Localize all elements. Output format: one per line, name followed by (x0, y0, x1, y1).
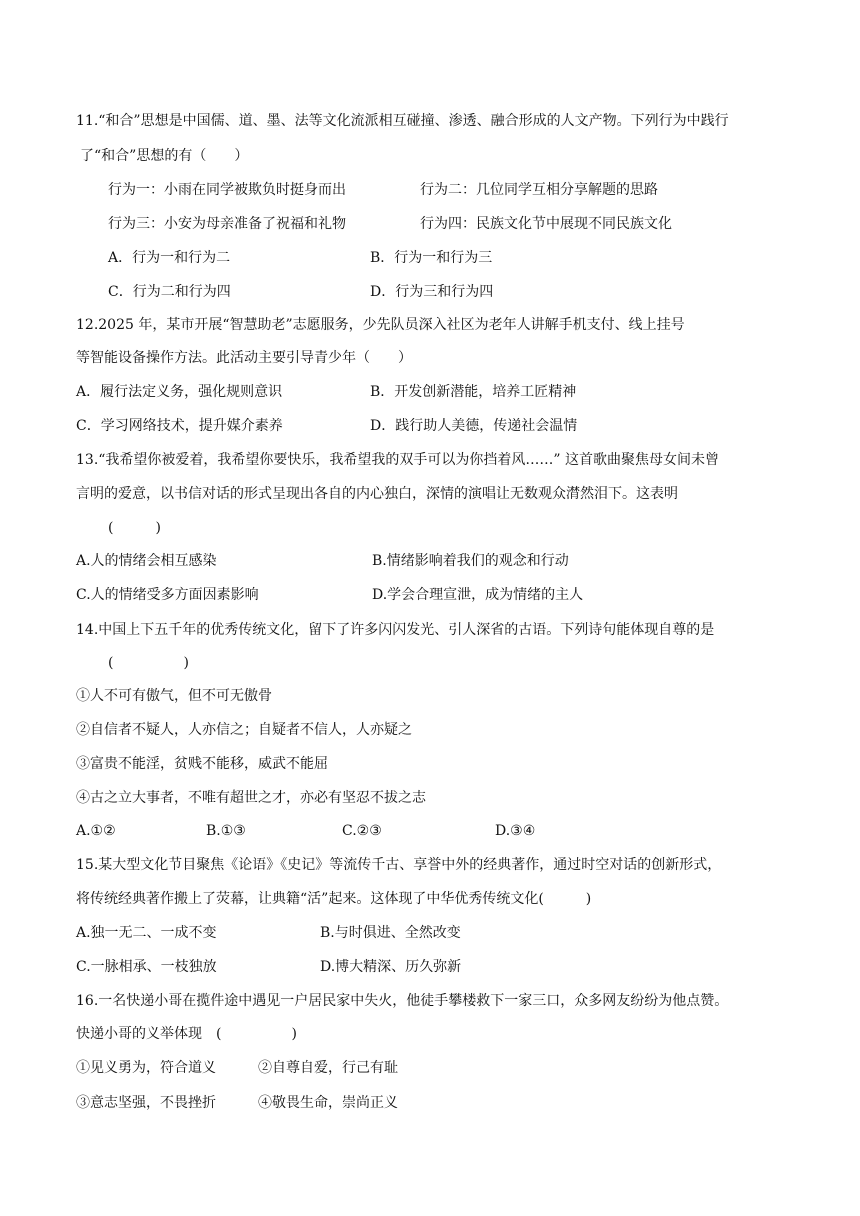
q16-item-4: ④敬畏生命，崇尚正义 (258, 1095, 398, 1111)
q14-option-a: A.①② (76, 823, 116, 839)
q12-option-c: C．学习网络技术，提升媒介素养 (76, 418, 283, 434)
q15-option-d: D.博大精深、历久弥新 (320, 959, 462, 975)
q14-item-3: ③富贵不能淫，贫贱不能移，威武不能屈 (76, 756, 328, 772)
q13-stem-line2: 言明的爱意，以书信对话的形式呈现出各自的内心独白，深情的演唱让无数观众潸然泪下。这表明 (76, 486, 678, 502)
q14-stem-line1: 14.中国上下五千年的优秀传统文化，留下了许多闪闪发光、引人深省的古语。下列诗句能体现自尊的是 (76, 622, 715, 638)
q11-option-a: A．行为一和行为二 (108, 250, 231, 266)
q14-option-c: C.②③ (342, 823, 382, 839)
q12-stem-line2: 等智能设备操作方法。此活动主要引导青少年（ ） (76, 350, 412, 366)
q11-behavior-2: 行为二：几位同学互相分享解题的思路 (420, 182, 658, 198)
q15-stem-line1: 15.某大型文化节目聚焦《论语》《史记》等流传千古、享誉中外的经典著作，通过时空对话的创新形式， (76, 857, 722, 873)
q15-option-b: B.与时俱进、全然改变 (320, 925, 461, 941)
q14-item-4: ④古之立大事者，不唯有超世之才，亦必有坚忍不拔之志 (76, 790, 426, 806)
q12-stem-line1: 12.2025 年，某市开展“智慧助老”志愿服务，少先队员深入社区为老年人讲解手机支付、线上挂号 (76, 317, 685, 333)
q12-option-a: A．履行法定义务，强化规则意识 (76, 384, 283, 400)
q12-option-b: B．开发创新潜能，培养工匠精神 (370, 384, 577, 400)
q14-stem-line2: ( ) (108, 655, 189, 671)
q11-behavior-3: 行为三：小安为母亲准备了祝福和礼物 (108, 216, 346, 232)
q13-stem-line3: ( ) (108, 520, 161, 536)
q11-option-b: B．行为一和行为三 (370, 250, 493, 266)
q11-stem-line2: 了“和合”思想的有（ ） (80, 148, 249, 164)
q16-item-2: ②自尊自爱，行己有耻 (258, 1060, 398, 1076)
q14-option-b: B.①③ (206, 823, 246, 839)
q11-stem-line1: 11.“和合”思想是中国儒、道、墨、法等文化流派相互碰撞、渗透、融合形成的人文产物。下列行为中践行 (76, 113, 729, 129)
q13-option-c: C.人的情绪受多方面因素影响 (76, 587, 259, 603)
q14-item-2: ②自信者不疑人，人亦信之；自疑者不信人，人亦疑之 (76, 722, 412, 738)
q13-option-d: D.学会合理宣泄，成为情绪的主人 (372, 587, 584, 603)
q12-option-d: D．践行助人美德，传递社会温情 (370, 418, 578, 434)
q15-option-c: C.一脉相承、一枝独放 (76, 959, 217, 975)
q16-stem-line2: 快递小哥的义举体现 ( ) (76, 1026, 297, 1042)
q13-option-a: A.人的情绪会相互感染 (76, 553, 217, 569)
q13-option-b: B.情绪影响着我们的观念和行动 (372, 553, 569, 569)
q11-behavior-4: 行为四：民族文化节中展现不同民族文化 (420, 216, 672, 232)
q16-item-3: ③意志坚强，不畏挫折 (76, 1095, 216, 1111)
q16-item-1: ①见义勇为，符合道义 (76, 1060, 216, 1076)
q11-option-c: C．行为二和行为四 (108, 284, 231, 300)
q11-option-d: D．行为三和行为四 (370, 284, 494, 300)
q13-stem-line1: 13.“我希望你被爱着，我希望你要快乐，我希望我的双手可以为你挡着风……” 这首歌曲聚焦母女间未曾 (76, 452, 720, 468)
q15-stem-line2: 将传统经典著作搬上了荧幕，让典籍“活”起来。这体现了中华优秀传统文化( ) (76, 891, 592, 907)
q14-item-1: ①人不可有傲气，但不可无傲骨 (76, 688, 272, 704)
q11-behavior-1: 行为一：小雨在同学被欺负时挺身而出 (108, 182, 346, 198)
q15-option-a: A.独一无二、一成不变 (76, 925, 217, 941)
q14-option-d: D.③④ (495, 823, 536, 839)
q16-stem-line1: 16.一名快递小哥在揽件途中遇见一户居民家中失火，他徒手攀楼救下一家三口，众多网友纷纷为他点赞。 (76, 993, 729, 1009)
